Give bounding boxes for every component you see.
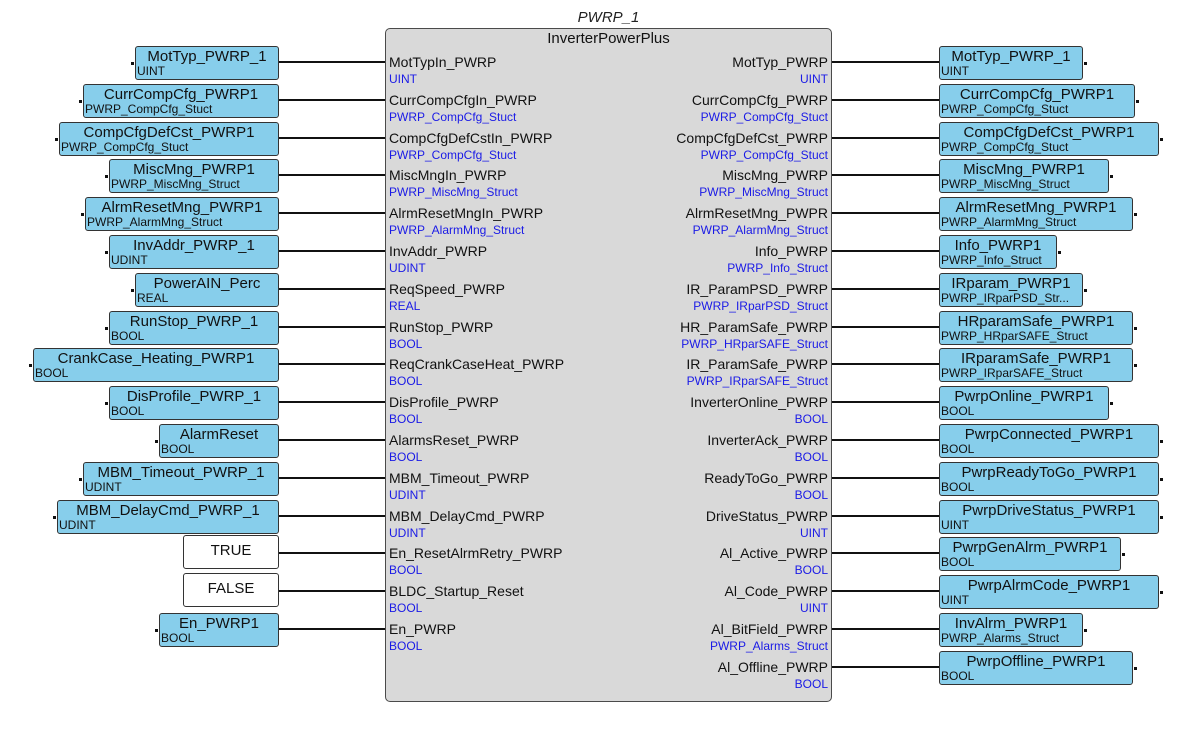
output-variable[interactable]	[939, 273, 1083, 307]
input-pin-type: BOOL	[389, 412, 423, 426]
input-variable[interactable]	[85, 197, 279, 231]
output-variable[interactable]	[939, 500, 1159, 534]
input-variable[interactable]	[33, 348, 279, 382]
input-pin-name[interactable]: AlarmsReset_PWRP	[389, 432, 519, 448]
output-pin-name[interactable]: MotTyp_PWRP	[732, 54, 828, 70]
variable-type: BOOL	[161, 631, 195, 645]
input-pin-name[interactable]: BLDC_Startup_Reset	[389, 583, 524, 599]
input-wire	[279, 439, 385, 441]
output-wire	[832, 666, 939, 668]
output-wire	[832, 212, 939, 214]
input-wire	[279, 174, 385, 176]
output-pin-name[interactable]: Info_PWRP	[754, 243, 828, 259]
output-pin-type: PWRP_IRparPSD_Struct	[693, 299, 828, 313]
input-pin-name[interactable]: CurrCompCfgIn_PWRP	[389, 92, 537, 108]
output-variable[interactable]	[939, 46, 1083, 80]
output-variable[interactable]	[939, 159, 1109, 193]
variable-type: PWRP_CompCfg_Stuct	[941, 140, 1069, 154]
variable-name: InvAddr_PWRP_1	[133, 237, 255, 254]
variable-name: DisProfile_PWRP_1	[126, 388, 262, 405]
variable-type: PWRP_Info_Struct	[941, 253, 1042, 267]
variable-name: IRparamSafe_PWRP1	[960, 350, 1112, 367]
input-pin-type: REAL	[389, 299, 421, 313]
variable-name: PwrpGenAlrm_PWRP1	[952, 539, 1108, 556]
output-variable[interactable]	[939, 235, 1057, 269]
connector-dot	[1160, 478, 1163, 481]
variable-name: CompCfgDefCst_PWRP1	[83, 124, 255, 141]
variable-name: AlrmResetMng_PWRP1	[955, 199, 1117, 216]
input-wire	[279, 515, 385, 517]
input-variable[interactable]	[83, 462, 279, 496]
variable-name: MBM_Timeout_PWRP_1	[97, 464, 265, 481]
variable-type: BOOL	[111, 329, 145, 343]
variable-type: PWRP_CompCfg_Stuct	[941, 102, 1069, 116]
output-pin-name[interactable]: IR_ParamPSD_PWRP	[686, 281, 828, 297]
input-variable[interactable]	[83, 84, 279, 118]
connector-dot	[1110, 402, 1113, 405]
variable-type: PWRP_CompCfg_Stuct	[85, 102, 213, 116]
connector-dot	[1160, 516, 1163, 519]
variable-type: UINT	[941, 64, 969, 78]
variable-type: UINT	[137, 64, 165, 78]
output-wire	[832, 99, 939, 101]
connector-dot	[1110, 175, 1113, 178]
input-pin-name[interactable]: MBM_DelayCmd_PWRP	[389, 508, 545, 524]
input-wire	[279, 477, 385, 479]
connector-dot	[1160, 591, 1163, 594]
output-pin-type: UINT	[800, 601, 828, 615]
variable-name: CurrCompCfg_PWRP1	[959, 86, 1115, 103]
output-pin-name[interactable]: Al_Offline_PWRP	[717, 659, 828, 675]
input-pin-name[interactable]: En_ResetAlrmRetry_PWRP	[389, 545, 563, 561]
variable-type: PWRP_AlarmMng_Struct	[941, 215, 1077, 229]
output-wire	[832, 401, 939, 403]
output-variable[interactable]	[939, 424, 1159, 458]
output-wire	[832, 515, 939, 517]
output-pin-type: PWRP_Alarms_Struct	[709, 639, 828, 653]
variable-name: IRparam_PWRP1	[951, 275, 1071, 292]
input-pin-type: UDINT	[389, 488, 426, 502]
input-wire	[279, 137, 385, 139]
connector-dot	[1134, 667, 1137, 670]
output-pin-name[interactable]: Al_Code_PWRP	[724, 583, 828, 599]
output-variable[interactable]	[939, 537, 1121, 571]
connector-dot	[1136, 100, 1139, 103]
input-variable[interactable]	[135, 46, 279, 80]
output-wire	[832, 174, 939, 176]
variable-name: MiscMng_PWRP1	[133, 161, 255, 178]
variable-name: En_PWRP1	[178, 615, 260, 632]
output-variable[interactable]	[939, 386, 1109, 420]
variable-name: PwrpAlrmCode_PWRP1	[967, 577, 1131, 594]
output-pin-type: BOOL	[794, 488, 828, 502]
output-pin-name[interactable]: HR_ParamSafe_PWRP	[680, 319, 828, 335]
input-pin-name[interactable]: MotTypIn_PWRP	[389, 54, 497, 70]
variable-type: BOOL	[941, 480, 975, 494]
output-wire	[832, 61, 939, 63]
output-wire	[832, 363, 939, 365]
variable-type: BOOL	[161, 442, 195, 456]
output-wire	[832, 477, 939, 479]
connector-dot	[1160, 138, 1163, 141]
input-wire	[279, 288, 385, 290]
input-pin-type: BOOL	[389, 374, 423, 388]
connector-dot	[105, 402, 108, 405]
variable-name: PwrpConnected_PWRP1	[964, 426, 1134, 443]
connector-dot	[131, 62, 134, 65]
output-variable[interactable]	[939, 311, 1133, 345]
variable-name: MiscMng_PWRP1	[963, 161, 1085, 178]
connector-dot	[1134, 364, 1137, 367]
constant-literal[interactable]: TRUE	[183, 535, 279, 569]
output-wire	[832, 326, 939, 328]
connector-dot	[105, 175, 108, 178]
input-pin-type: PWRP_CompCfg_Stuct	[389, 148, 517, 162]
input-wire	[279, 552, 385, 554]
output-wire	[832, 552, 939, 554]
variable-type: BOOL	[941, 555, 975, 569]
variable-name: PwrpOnline_PWRP1	[954, 388, 1094, 405]
variable-type: PWRP_CompCfg_Stuct	[61, 140, 189, 154]
variable-type: BOOL	[35, 366, 69, 380]
input-variable[interactable]	[109, 159, 279, 193]
connector-dot	[29, 364, 32, 367]
input-variable[interactable]	[109, 386, 279, 420]
input-pin-type: PWRP_MiscMng_Struct	[389, 185, 518, 199]
connector-dot	[81, 213, 84, 216]
input-pin-name[interactable]: En_PWRP	[389, 621, 456, 637]
output-pin-name[interactable]: Al_BitField_PWRP	[711, 621, 828, 637]
output-wire	[832, 628, 939, 630]
output-pin-type: BOOL	[794, 412, 828, 426]
variable-name: RunStop_PWRP_1	[129, 313, 259, 330]
block-type-name: InverterPowerPlus	[547, 30, 670, 47]
output-variable[interactable]	[939, 575, 1159, 609]
variable-type: UINT	[941, 518, 969, 532]
output-pin-type: PWRP_AlarmMng_Struct	[692, 223, 828, 237]
input-pin-type: UINT	[389, 72, 417, 86]
block-instance-name[interactable]: PWRP_1	[577, 9, 640, 26]
output-variable[interactable]	[939, 348, 1133, 382]
input-variable[interactable]	[57, 500, 279, 534]
output-pin-type: PWRP_Info_Struct	[727, 261, 828, 275]
variable-type: PWRP_MiscMng_Struct	[941, 177, 1070, 191]
output-pin-type: BOOL	[794, 450, 828, 464]
variable-type: PWRP_HRparSAFE_Struct	[941, 329, 1088, 343]
input-wire	[279, 250, 385, 252]
variable-name: PwrpOffline_PWRP1	[966, 653, 1106, 670]
input-wire	[279, 99, 385, 101]
input-pin-type: PWRP_AlarmMng_Struct	[389, 223, 525, 237]
output-wire	[832, 439, 939, 441]
variable-name: CrankCase_Heating_PWRP1	[57, 350, 255, 367]
output-pin-type: PWRP_HRparSAFE_Struct	[681, 337, 828, 351]
variable-name: PowerAIN_Perc	[153, 275, 261, 292]
input-pin-name[interactable]: ReqCrankCaseHeat_PWRP	[389, 356, 565, 372]
variable-type: BOOL	[111, 404, 145, 418]
variable-name: HRparamSafe_PWRP1	[957, 313, 1115, 330]
function-block[interactable]	[385, 28, 832, 702]
output-pin-name[interactable]: Al_Active_PWRP	[719, 545, 828, 561]
connector-dot	[1084, 289, 1087, 292]
variable-type: UINT	[941, 593, 969, 607]
connector-dot	[1160, 440, 1163, 443]
output-pin-name[interactable]: ReadyToGo_PWRP	[704, 470, 828, 486]
variable-name: MBM_DelayCmd_PWRP_1	[76, 502, 260, 519]
output-pin-type: UINT	[800, 72, 828, 86]
input-pin-type: UDINT	[389, 261, 426, 275]
input-pin-type: BOOL	[389, 450, 423, 464]
variable-name: PwrpDriveStatus_PWRP1	[962, 502, 1136, 519]
variable-type: PWRP_IRparSAFE_Struct	[941, 366, 1083, 380]
variable-name: AlarmReset	[179, 426, 259, 443]
output-wire	[832, 288, 939, 290]
variable-name: MotTyp_PWRP_1	[951, 48, 1071, 65]
connector-dot	[131, 289, 134, 292]
output-pin-type: PWRP_MiscMng_Struct	[699, 185, 828, 199]
variable-type: BOOL	[941, 669, 975, 683]
output-pin-type: PWRP_IRparSAFE_Struct	[686, 374, 828, 388]
input-pin-name[interactable]: CompCfgDefCstIn_PWRP	[389, 130, 553, 146]
output-wire	[832, 137, 939, 139]
variable-type: PWRP_MiscMng_Struct	[111, 177, 240, 191]
input-pin-type: BOOL	[389, 601, 423, 615]
output-pin-name[interactable]: IR_ParamSafe_PWRP	[686, 356, 828, 372]
connector-dot	[1084, 62, 1087, 65]
output-wire	[832, 590, 939, 592]
output-pin-name[interactable]: CompCfgDefCst_PWRP	[676, 130, 828, 146]
input-wire	[279, 401, 385, 403]
variable-name: Info_PWRP1	[954, 237, 1042, 254]
constant-literal[interactable]: FALSE	[183, 573, 279, 607]
output-pin-name[interactable]: MiscMng_PWRP	[722, 167, 828, 183]
variable-name: MotTyp_PWRP_1	[147, 48, 267, 65]
input-wire	[279, 212, 385, 214]
input-wire	[279, 363, 385, 365]
connector-dot	[1084, 629, 1087, 632]
output-pin-name[interactable]: DriveStatus_PWRP	[705, 508, 828, 524]
input-wire	[279, 628, 385, 630]
input-pin-name[interactable]: ReqSpeed_PWRP	[389, 281, 505, 297]
output-pin-type: BOOL	[794, 563, 828, 577]
output-pin-name[interactable]: InverterOnline_PWRP	[690, 394, 828, 410]
connector-dot	[1122, 553, 1125, 556]
variable-type: PWRP_Alarms_Struct	[941, 631, 1060, 645]
output-variable[interactable]	[939, 651, 1133, 685]
variable-name: InvAlrm_PWRP1	[954, 615, 1068, 632]
connector-dot	[79, 100, 82, 103]
connector-dot	[79, 478, 82, 481]
input-pin-name[interactable]: InvAddr_PWRP	[389, 243, 488, 259]
input-pin-type: BOOL	[389, 337, 423, 351]
input-variable[interactable]	[59, 122, 279, 156]
connector-dot	[1058, 251, 1061, 254]
variable-type: UDINT	[85, 480, 122, 494]
variable-type: REAL	[137, 291, 169, 305]
connector-dot	[155, 440, 158, 443]
input-wire	[279, 590, 385, 592]
variable-type: BOOL	[941, 442, 975, 456]
input-wire	[279, 61, 385, 63]
output-variable[interactable]	[939, 84, 1135, 118]
input-pin-name[interactable]: MiscMngIn_PWRP	[389, 167, 507, 183]
output-pin-name[interactable]: InverterAck_PWRP	[707, 432, 828, 448]
input-pin-name[interactable]: AlrmResetMngIn_PWRP	[389, 205, 544, 221]
connector-dot	[1134, 213, 1137, 216]
connector-dot	[105, 251, 108, 254]
input-pin-type: BOOL	[389, 563, 423, 577]
variable-type: UDINT	[111, 253, 148, 267]
variable-type: UDINT	[59, 518, 96, 532]
output-variable[interactable]	[939, 197, 1133, 231]
output-pin-type: PWRP_CompCfg_Stuct	[700, 148, 828, 162]
output-variable[interactable]	[939, 613, 1083, 647]
output-wire	[832, 250, 939, 252]
input-wire	[279, 326, 385, 328]
input-pin-type: BOOL	[389, 639, 423, 653]
output-pin-type: PWRP_CompCfg_Stuct	[700, 110, 828, 124]
connector-dot	[53, 516, 56, 519]
variable-name: CurrCompCfg_PWRP1	[103, 86, 259, 103]
connector-dot	[55, 138, 58, 141]
input-variable[interactable]	[135, 273, 279, 307]
output-pin-type: BOOL	[794, 677, 828, 691]
output-pin-type: UINT	[800, 526, 828, 540]
input-variable[interactable]	[109, 311, 279, 345]
input-pin-type: UDINT	[389, 526, 426, 540]
connector-dot	[1134, 327, 1137, 330]
connector-dot	[105, 327, 108, 330]
connector-dot	[155, 629, 158, 632]
variable-name: AlrmResetMng_PWRP1	[101, 199, 263, 216]
variable-type: BOOL	[941, 404, 975, 418]
output-variable[interactable]	[939, 462, 1159, 496]
variable-type: PWRP_IRparPSD_Str...	[941, 291, 1070, 305]
input-pin-name[interactable]: MBM_Timeout_PWRP	[389, 470, 530, 486]
input-pin-name[interactable]: RunStop_PWRP	[389, 319, 494, 335]
variable-name: CompCfgDefCst_PWRP1	[963, 124, 1135, 141]
output-pin-name[interactable]: CurrCompCfg_PWRP	[691, 92, 828, 108]
input-variable[interactable]	[159, 424, 279, 458]
output-pin-name[interactable]: AlrmResetMng_PWPR	[685, 205, 828, 221]
output-variable[interactable]	[939, 122, 1159, 156]
input-pin-type: PWRP_CompCfg_Stuct	[389, 110, 517, 124]
variable-name: PwrpReadyToGo_PWRP1	[961, 464, 1137, 481]
input-pin-name[interactable]: DisProfile_PWRP	[389, 394, 499, 410]
input-variable[interactable]	[159, 613, 279, 647]
input-variable[interactable]	[109, 235, 279, 269]
variable-type: PWRP_AlarmMng_Struct	[87, 215, 223, 229]
